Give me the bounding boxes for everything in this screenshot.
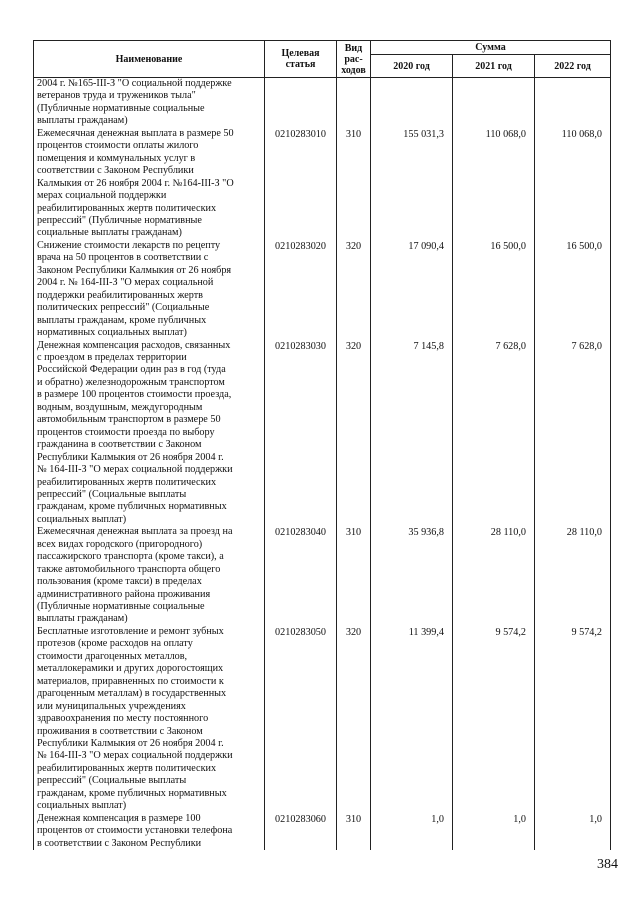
table-row (34, 128, 611, 240)
name-line: врача на 50 процентов в соответствии с (37, 252, 209, 264)
name-line: протезов (кроме расходов на оплату (37, 638, 193, 650)
cell-amount-2022: 16 500,0 (535, 240, 611, 340)
budget-table (33, 40, 611, 850)
cell-name (34, 240, 265, 340)
name-line: № 164-III-З "О мерах социальной поддержки (37, 464, 233, 476)
name-line: 2004 г. № 164-III-З "О мерах социальной (37, 277, 214, 289)
cell-expense-kind: 310 (337, 526, 371, 626)
header-target-article (265, 41, 337, 78)
name-line: процентов стоимости оплаты жилого (37, 140, 199, 152)
name-line: и обратно) железнодорожным транспортом (37, 376, 225, 388)
cell-expense-kind: 320 (337, 240, 371, 340)
cell-amount-2021 (453, 78, 535, 128)
name-line: Законом Республики Калмыкия от 26 ноября (37, 264, 232, 276)
table-row (34, 340, 611, 527)
cell-amount-2021: 1,0 (453, 813, 535, 850)
cell-amount-2020: 1,0 (371, 813, 453, 850)
name-line: социальных выплат) (37, 800, 127, 812)
name-line: реабилитированных жертв политических (37, 762, 217, 774)
name-line: металлокерамики и других дорогостоящих (37, 663, 224, 675)
table-body (34, 78, 611, 851)
name-line: поддержки реабилитированных жертв (37, 289, 203, 301)
cell-amount-2022: 1,0 (535, 813, 611, 850)
name-line: процентов от стоимости установки телефона (37, 825, 233, 837)
cell-amount-2022: 9 574,2 (535, 626, 611, 813)
header-kind-line: Вид (344, 42, 363, 54)
cell-target-article: 0210283040 (265, 526, 337, 626)
name-line: всех видах городского (пригородного) (37, 538, 203, 550)
table-row (34, 626, 611, 813)
cell-name (34, 340, 265, 527)
name-line: реабилитированных жертв политических (37, 476, 217, 488)
name-line: мерах социальной поддержки (37, 190, 167, 202)
name-line: Республики Калмыкия от 26 ноября 2004 г. (37, 451, 224, 463)
name-line: административного района проживания (37, 588, 211, 600)
cell-amount-2022: 110 068,0 (535, 128, 611, 240)
name-line: нормативных социальных выплат) (37, 327, 187, 339)
table-row (34, 813, 611, 850)
header-kind-line: рас- (344, 53, 363, 65)
cell-target-article: 0210283030 (265, 340, 337, 527)
cell-amount-2020: 11 399,4 (371, 626, 453, 813)
name-line: Республики Калмыкия от 26 ноября 2004 г. (37, 738, 224, 750)
header-expense-kind (337, 41, 371, 78)
cell-name (34, 128, 265, 240)
name-line: выплаты гражданам) (37, 115, 128, 127)
name-line: с проездом в пределах территории (37, 351, 187, 363)
cell-amount-2021: 16 500,0 (453, 240, 535, 340)
name-line: пассажирского транспорта (кроме такси), а (37, 551, 224, 563)
cell-amount-2021: 28 110,0 (453, 526, 535, 626)
name-line: репрессий" (Социальные выплаты (37, 775, 187, 787)
cell-expense-kind: 320 (337, 626, 371, 813)
name-line: здравоохранения по месту постоянного (37, 713, 209, 725)
cell-amount-2022 (535, 78, 611, 128)
cell-amount-2021: 7 628,0 (453, 340, 535, 527)
header-name: Наименование (34, 41, 265, 78)
name-line: социальные выплаты гражданам) (37, 227, 182, 239)
name-line: соответствии с Законом Республики (37, 165, 194, 177)
name-line: реабилитированных жертв политических (37, 202, 217, 214)
cell-name (34, 78, 265, 128)
name-line: Бесплатные изготовление и ремонт зубных (37, 625, 224, 637)
name-line: репрессий" (Социальные выплаты (37, 488, 187, 500)
header-year-2022: 2022 год (535, 55, 611, 78)
name-line: помещения и коммунальных услуг в (37, 152, 196, 164)
name-line: процентов стоимости проезда по выбору (37, 426, 215, 438)
table-row (34, 78, 611, 128)
cell-expense-kind: 320 (337, 340, 371, 527)
cell-amount-2020: 7 145,8 (371, 340, 453, 527)
cell-name (34, 813, 265, 850)
page-number: 384 (597, 857, 618, 872)
name-line: также автомобильного транспорта общего (37, 563, 221, 575)
name-line: Ежемесячная денежная выплата в размере 50 (37, 127, 234, 139)
cell-amount-2022: 28 110,0 (535, 526, 611, 626)
name-line: политических репрессий" (Социальные (37, 302, 210, 314)
header-target-line: Целевая (281, 48, 320, 59)
cell-amount-2022: 7 628,0 (535, 340, 611, 527)
header-sum: Сумма (371, 41, 611, 55)
cell-name (34, 626, 265, 813)
name-line: или муниципальных учреждениях (37, 700, 186, 712)
name-line: Снижение стоимости лекарств по рецепту (37, 239, 221, 251)
table-header (34, 41, 611, 78)
name-line: драгоценным металлам) в государственных (37, 688, 227, 700)
cell-amount-2020: 35 936,8 (371, 526, 453, 626)
cell-target-article: 0210283010 (265, 128, 337, 240)
table-row (34, 240, 611, 340)
name-line: в размере 100 процентов стоимости проезда, (37, 389, 232, 401)
cell-target-article (265, 78, 337, 128)
name-line: Ежемесячная денежная выплата за проезд на (37, 526, 233, 538)
cell-amount-2021: 110 068,0 (453, 128, 535, 240)
name-line: 2004 г. №165-III-З "О социальной поддержке (37, 78, 232, 89)
name-line: проживания в соответствии с Законом (37, 725, 203, 737)
name-line: Калмыкия от 26 ноября 2004 г. №164-III-З "О (37, 177, 234, 189)
header-kind-line: ходов (341, 64, 366, 76)
name-line: гражданам, кроме публичных нормативных (37, 787, 227, 799)
cell-amount-2020 (371, 78, 453, 128)
name-line: Денежная компенсация расходов, связанных (37, 339, 231, 351)
header-year-2021: 2021 год (453, 55, 535, 78)
name-line: ветеранов труда и тружеников тыла" (37, 90, 196, 102)
cell-expense-kind: 310 (337, 128, 371, 240)
name-line: репрессий" (Публичные нормативные (37, 214, 202, 226)
cell-amount-2020: 155 031,3 (371, 128, 453, 240)
cell-expense-kind (337, 78, 371, 128)
name-line: водным, воздушным, междугородным (37, 401, 203, 413)
cell-amount-2020: 17 090,4 (371, 240, 453, 340)
header-year-2020: 2020 год (371, 55, 453, 78)
name-line: стоимости драгоценных металлов, (37, 650, 188, 662)
cell-expense-kind: 310 (337, 813, 371, 850)
table-row (34, 526, 611, 626)
name-line: Российской Федерации один раз в год (туда (37, 364, 226, 376)
cell-target-article: 0210283050 (265, 626, 337, 813)
cell-amount-2021: 9 574,2 (453, 626, 535, 813)
name-line: пользования (кроме такси) в пределах (37, 576, 202, 588)
cell-target-article: 0210283020 (265, 240, 337, 340)
name-line: в соответствии с Законом Республики (37, 837, 202, 849)
name-line: социальных выплат) (37, 513, 127, 525)
cell-target-article: 0210283060 (265, 813, 337, 850)
name-line: выплаты гражданам) (37, 613, 128, 625)
name-line: Денежная компенсация в размере 100 (37, 812, 201, 824)
header-target-line: статья (285, 59, 316, 70)
name-line: (Публичные нормативные социальные (37, 601, 205, 613)
name-line: материалов, приравненных по стоимости к (37, 675, 224, 687)
name-line: автомобильным транспортом в размере 50 (37, 414, 221, 426)
name-line: (Публичные нормативные социальные (37, 102, 205, 114)
name-line: № 164-III-З "О мерах социальной поддержки (37, 750, 233, 762)
name-line: гражданам, кроме публичных нормативных (37, 501, 227, 513)
name-line: гражданина в соответствии с Законом (37, 439, 202, 451)
name-line: выплаты гражданам, кроме публичных (37, 314, 207, 326)
cell-name (34, 526, 265, 626)
